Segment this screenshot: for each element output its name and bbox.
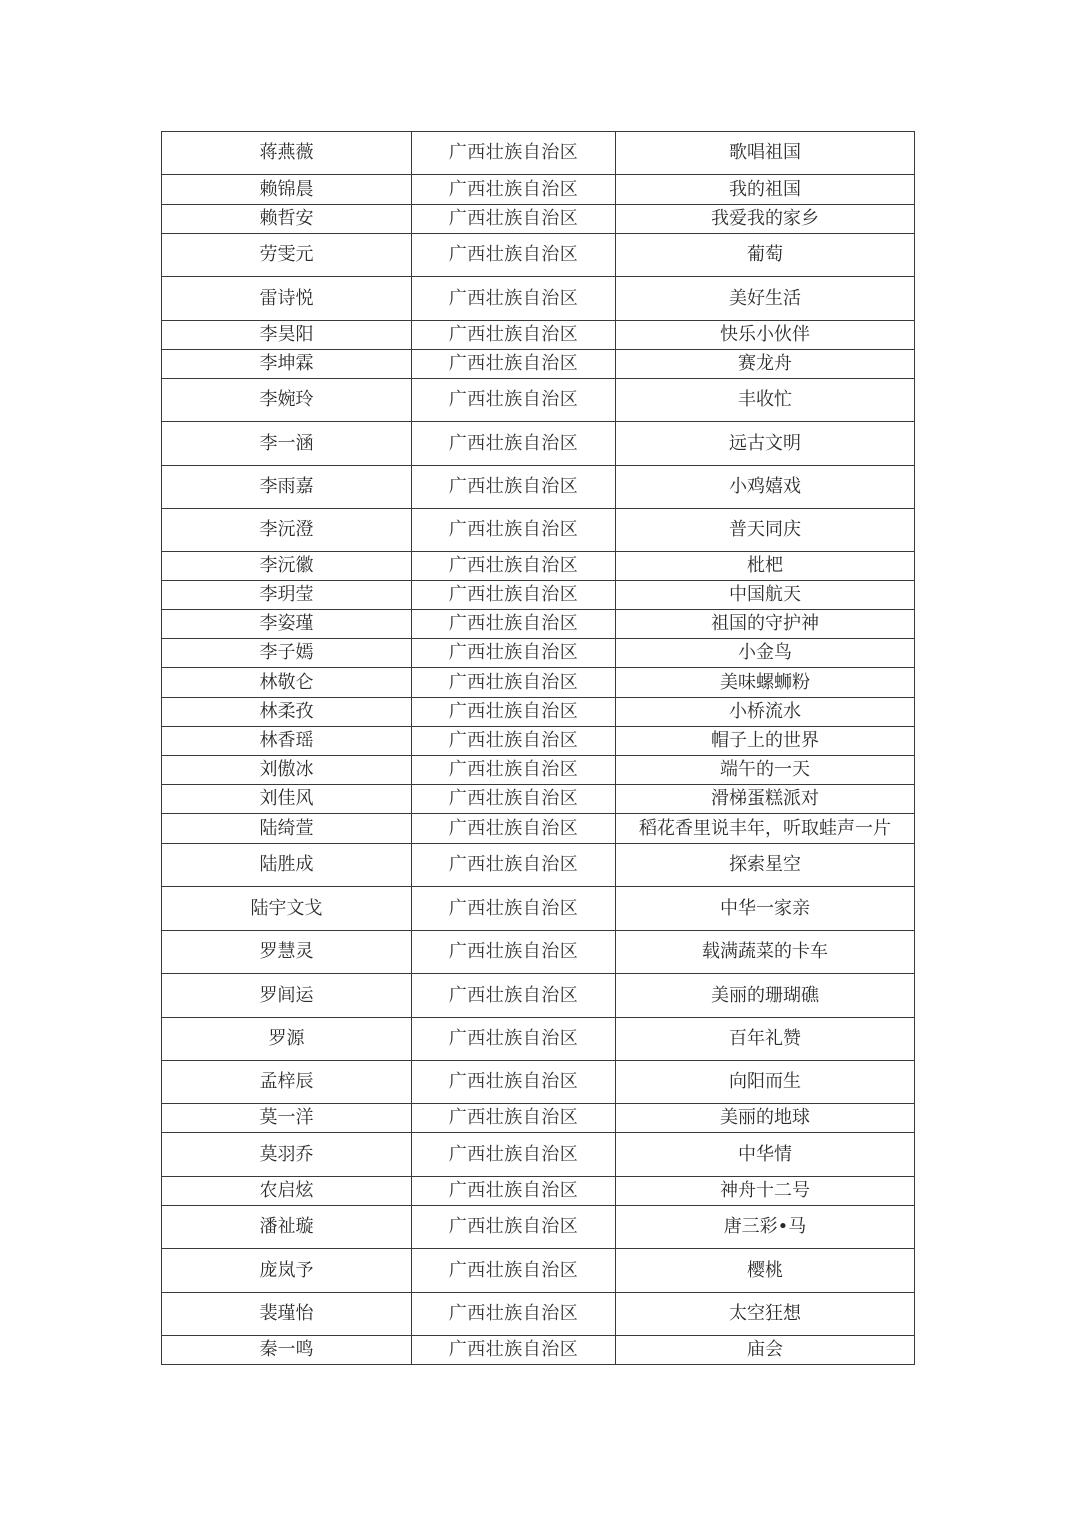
participant-table — [161, 131, 915, 1365]
table-row — [162, 509, 915, 552]
name-cell: 刘傲冰 — [162, 756, 412, 785]
table-row — [162, 1018, 915, 1061]
table-row — [162, 727, 915, 756]
work-title-cell: 稻花香里说丰年，听取蛙声一片 — [616, 814, 915, 844]
region-cell: 广西壮族自治区 — [412, 1249, 616, 1293]
name-cell: 罗闾运 — [162, 974, 412, 1018]
work-title-cell: 中华情 — [616, 1133, 915, 1177]
table-row — [162, 639, 915, 668]
name-cell: 罗慧灵 — [162, 931, 412, 974]
name-cell: 李子嫣 — [162, 639, 412, 668]
region-cell: 广西壮族自治区 — [412, 1206, 616, 1249]
work-title-cell: 我的祖国 — [616, 175, 915, 205]
region-cell: 广西壮族自治区 — [412, 698, 616, 727]
region-cell: 广西壮族自治区 — [412, 639, 616, 668]
work-title-cell: 美丽的珊瑚礁 — [616, 974, 915, 1018]
name-cell: 劳雯元 — [162, 234, 412, 277]
table-row — [162, 931, 915, 974]
region-cell: 广西壮族自治区 — [412, 931, 616, 974]
name-cell: 庞岚予 — [162, 1249, 412, 1293]
work-title-cell: 中国航天 — [616, 581, 915, 610]
table-row — [162, 1249, 915, 1293]
work-title-cell: 神舟十二号 — [616, 1177, 915, 1206]
work-title-cell: 赛龙舟 — [616, 350, 915, 379]
region-cell: 广西壮族自治区 — [412, 756, 616, 785]
table-row — [162, 1336, 915, 1365]
work-title-cell: 葡萄 — [616, 234, 915, 277]
name-cell: 秦一鸣 — [162, 1336, 412, 1365]
table-row — [162, 887, 915, 931]
name-cell: 李沅澄 — [162, 509, 412, 552]
work-title-cell: 滑梯蛋糕派对 — [616, 785, 915, 814]
table-row — [162, 175, 915, 205]
table-row — [162, 234, 915, 277]
region-cell: 广西壮族自治区 — [412, 552, 616, 581]
region-cell: 广西壮族自治区 — [412, 321, 616, 350]
name-cell: 莫一洋 — [162, 1104, 412, 1133]
table-row — [162, 974, 915, 1018]
region-cell: 广西壮族自治区 — [412, 1336, 616, 1365]
region-cell: 广西壮族自治区 — [412, 974, 616, 1018]
region-cell: 广西壮族自治区 — [412, 727, 616, 756]
region-cell: 广西壮族自治区 — [412, 610, 616, 639]
name-cell: 李沅徽 — [162, 552, 412, 581]
work-title-cell: 美丽的地球 — [616, 1104, 915, 1133]
region-cell: 广西壮族自治区 — [412, 668, 616, 698]
name-cell: 陆绮萱 — [162, 814, 412, 844]
name-cell: 刘佳风 — [162, 785, 412, 814]
name-cell: 蒋燕薇 — [162, 132, 412, 175]
work-title-cell: 太空狂想 — [616, 1293, 915, 1336]
participant-table-body — [162, 132, 915, 1365]
name-cell: 李坤霖 — [162, 350, 412, 379]
table-row — [162, 350, 915, 379]
table-row — [162, 1206, 915, 1249]
table-row — [162, 814, 915, 844]
name-cell: 李雨嘉 — [162, 466, 412, 509]
name-cell: 裴瑾怡 — [162, 1293, 412, 1336]
work-title-cell: 唐三彩•马 — [616, 1206, 915, 1249]
region-cell: 广西壮族自治区 — [412, 1061, 616, 1104]
table-row — [162, 132, 915, 175]
table-row — [162, 1104, 915, 1133]
work-title-cell: 祖国的守护神 — [616, 610, 915, 639]
region-cell: 广西壮族自治区 — [412, 1133, 616, 1177]
region-cell: 广西壮族自治区 — [412, 509, 616, 552]
work-title-cell: 百年礼赞 — [616, 1018, 915, 1061]
region-cell: 广西壮族自治区 — [412, 785, 616, 814]
name-cell: 陆宇文戈 — [162, 887, 412, 931]
work-title-cell: 帽子上的世界 — [616, 727, 915, 756]
name-cell: 陆胜成 — [162, 844, 412, 887]
work-title-cell: 小桥流水 — [616, 698, 915, 727]
work-title-cell: 小金鸟 — [616, 639, 915, 668]
table-row — [162, 610, 915, 639]
work-title-cell: 普天同庆 — [616, 509, 915, 552]
work-title-cell: 美味螺蛳粉 — [616, 668, 915, 698]
region-cell: 广西壮族自治区 — [412, 466, 616, 509]
work-title-cell: 樱桃 — [616, 1249, 915, 1293]
region-cell: 广西壮族自治区 — [412, 1293, 616, 1336]
region-cell: 广西壮族自治区 — [412, 844, 616, 887]
region-cell: 广西壮族自治区 — [412, 814, 616, 844]
work-title-cell: 向阳而生 — [616, 1061, 915, 1104]
work-title-cell: 庙会 — [616, 1336, 915, 1365]
region-cell: 广西壮族自治区 — [412, 205, 616, 234]
table-row — [162, 1293, 915, 1336]
name-cell: 李姿瑾 — [162, 610, 412, 639]
work-title-cell: 美好生活 — [616, 277, 915, 321]
region-cell: 广西壮族自治区 — [412, 1104, 616, 1133]
work-title-cell: 我爱我的家乡 — [616, 205, 915, 234]
name-cell: 李昊阳 — [162, 321, 412, 350]
work-title-cell: 丰收忙 — [616, 379, 915, 422]
table-row — [162, 422, 915, 466]
table-row — [162, 1133, 915, 1177]
name-cell: 罗源 — [162, 1018, 412, 1061]
work-title-cell: 快乐小伙伴 — [616, 321, 915, 350]
table-row — [162, 844, 915, 887]
work-title-cell: 歌唱祖国 — [616, 132, 915, 175]
work-title-cell: 端午的一天 — [616, 756, 915, 785]
region-cell: 广西壮族自治区 — [412, 1018, 616, 1061]
name-cell: 雷诗悦 — [162, 277, 412, 321]
table-row — [162, 379, 915, 422]
name-cell: 农启炫 — [162, 1177, 412, 1206]
name-cell: 林敬仑 — [162, 668, 412, 698]
table-row — [162, 1061, 915, 1104]
work-title-cell: 中华一家亲 — [616, 887, 915, 931]
table-row — [162, 205, 915, 234]
name-cell: 赖锦晨 — [162, 175, 412, 205]
table-row — [162, 321, 915, 350]
region-cell: 广西壮族自治区 — [412, 350, 616, 379]
name-cell: 潘祉璇 — [162, 1206, 412, 1249]
table-row — [162, 1177, 915, 1206]
name-cell: 林香瑶 — [162, 727, 412, 756]
name-cell: 李婉玲 — [162, 379, 412, 422]
table-row — [162, 785, 915, 814]
name-cell: 莫羽乔 — [162, 1133, 412, 1177]
region-cell: 广西壮族自治区 — [412, 422, 616, 466]
region-cell: 广西壮族自治区 — [412, 277, 616, 321]
work-title-cell: 远古文明 — [616, 422, 915, 466]
table-row — [162, 277, 915, 321]
work-title-cell: 探索星空 — [616, 844, 915, 887]
name-cell: 赖哲安 — [162, 205, 412, 234]
table-row — [162, 581, 915, 610]
region-cell: 广西壮族自治区 — [412, 132, 616, 175]
region-cell: 广西壮族自治区 — [412, 379, 616, 422]
region-cell: 广西壮族自治区 — [412, 581, 616, 610]
name-cell: 孟梓辰 — [162, 1061, 412, 1104]
table-row — [162, 552, 915, 581]
work-title-cell: 载满蔬菜的卡车 — [616, 931, 915, 974]
region-cell: 广西壮族自治区 — [412, 1177, 616, 1206]
region-cell: 广西壮族自治区 — [412, 887, 616, 931]
region-cell: 广西壮族自治区 — [412, 175, 616, 205]
name-cell: 林柔孜 — [162, 698, 412, 727]
table-row — [162, 466, 915, 509]
table-row — [162, 698, 915, 727]
name-cell: 李一涵 — [162, 422, 412, 466]
region-cell: 广西壮族自治区 — [412, 234, 616, 277]
table-row — [162, 668, 915, 698]
work-title-cell: 枇杷 — [616, 552, 915, 581]
work-title-cell: 小鸡嬉戏 — [616, 466, 915, 509]
table-row — [162, 756, 915, 785]
name-cell: 李玥莹 — [162, 581, 412, 610]
